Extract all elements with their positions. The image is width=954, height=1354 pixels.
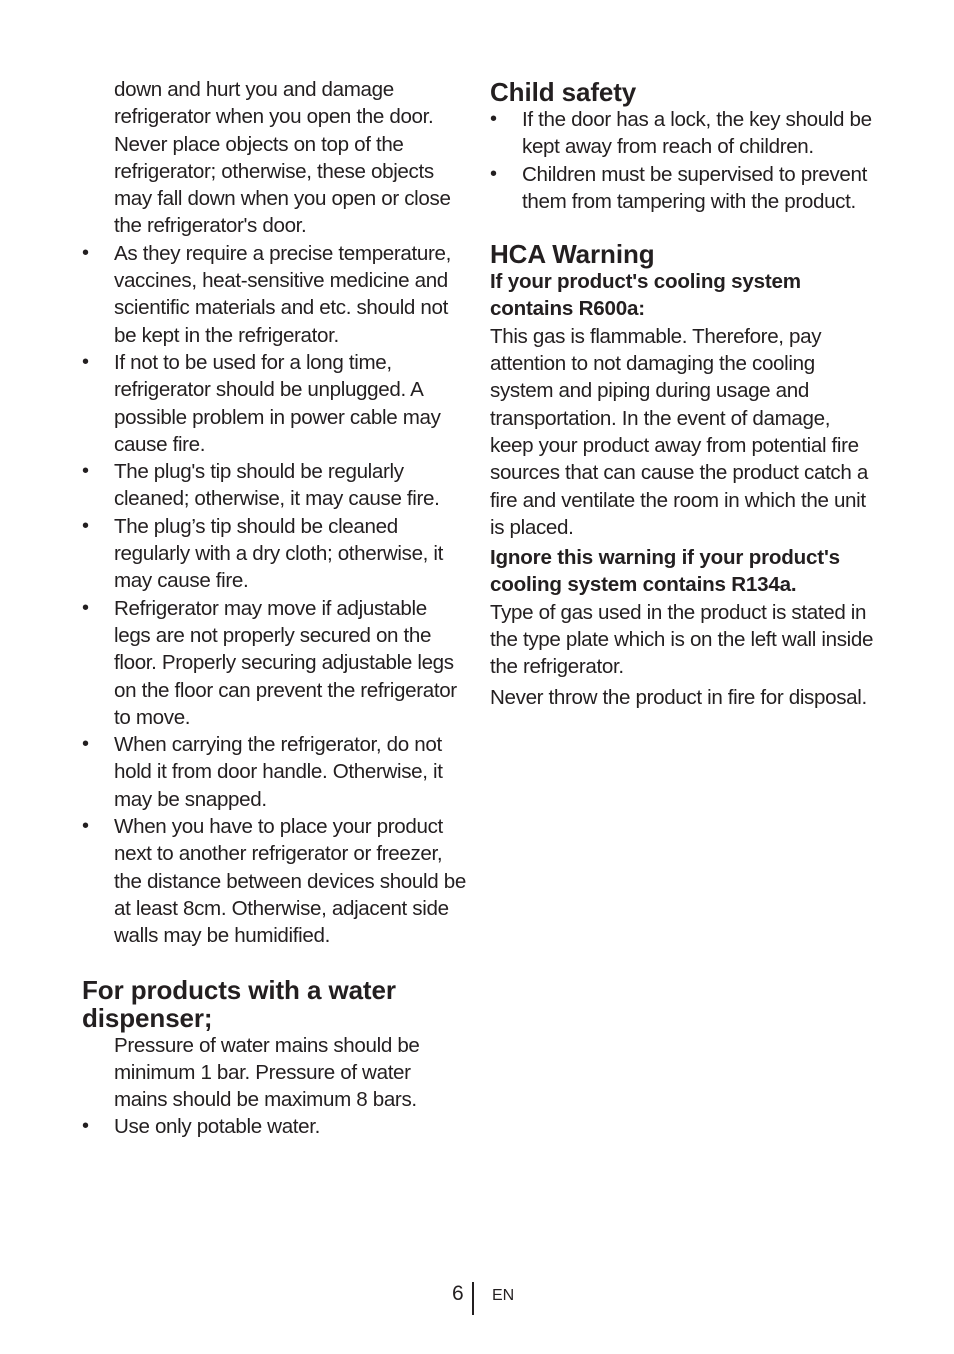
list-item: • If the door has a lock, the key should be kept away from reach of children. (490, 106, 878, 161)
page-number: 6 (452, 1282, 464, 1305)
child-safety-heading: Child safety (490, 77, 637, 107)
disposal-paragraph: Never throw the product in fire for disposal. (490, 685, 867, 709)
intro-paragraph: down and hurt you and damage refrigerator when you open the door. Never place objects on top of the refrigerator; otherwise, these objects may fall down when you open or close the refrigerator's door. (114, 78, 451, 238)
page-footer (0, 1280, 954, 1316)
list-item: • When carrying the refrigerator, do not hold it from door handle. Otherwise, it may be snapped. (82, 731, 466, 813)
list-item: • Children must be supervised to prevent them from tampering with the product. (490, 161, 878, 216)
list-item: • When you have to place your product next to another refrigerator or freezer, the distance between devices should be at least 8cm. Otherwise, adjacent side walls may be humidified. (82, 813, 466, 949)
language-code: EN (492, 1287, 515, 1304)
list-item: • Use only potable water. (82, 1113, 466, 1140)
hca-flammable-paragraph: This gas is flammable. Therefore, pay attention to not damaging the cooling system and piping during usage and transportation. In the event of damage, keep your product away from potential fire sources that can cause the product catch a fire and ventilate the room in which the unit is placed. (490, 324, 868, 539)
list-item: • The plug’s tip should be cleaned regularly with a dry cloth; otherwise, it may cause fire. (82, 513, 466, 595)
footer-divider (472, 1282, 474, 1315)
right-column (490, 76, 878, 711)
gas-type-paragraph: Type of gas used in the product is stated in the type plate which is on the left wall inside the refrigerator. (490, 600, 874, 679)
hca-r600a-subheading: If your product's cooling system contains R600a: (490, 270, 801, 321)
child-safety-bullet-list (490, 106, 878, 215)
water-bullet-list (82, 1113, 466, 1140)
hca-warning-heading: HCA Warning (490, 239, 655, 270)
safety-bullet-list (82, 240, 466, 950)
water-pressure-paragraph: Pressure of water mains should be minimum 1 bar. Pressure of water mains should be maximum 8 bars. (114, 1033, 420, 1112)
list-item: • Refrigerator may move if adjustable legs are not properly secured on the floor. Properly securing adjustable legs on the floor can prevent the refrigerator to move. (82, 595, 466, 731)
list-item: • If not to be used for a long time, refrigerator should be unplugged. A possible problem in power cable may cause fire. (82, 349, 466, 458)
list-item: • As they require a precise temperature, vaccines, heat-sensitive medicine and scientific materials and etc. should not be kept in the refrigerator. (82, 240, 466, 349)
left-column (82, 76, 466, 1141)
hca-r134a-subheading: Ignore this warning if your product's cooling system contains R134a. (490, 546, 840, 597)
water-dispenser-heading: For products with a water dispenser; (82, 974, 396, 1033)
list-item: • The plug's tip should be regularly cleaned; otherwise, it may cause fire. (82, 458, 466, 513)
